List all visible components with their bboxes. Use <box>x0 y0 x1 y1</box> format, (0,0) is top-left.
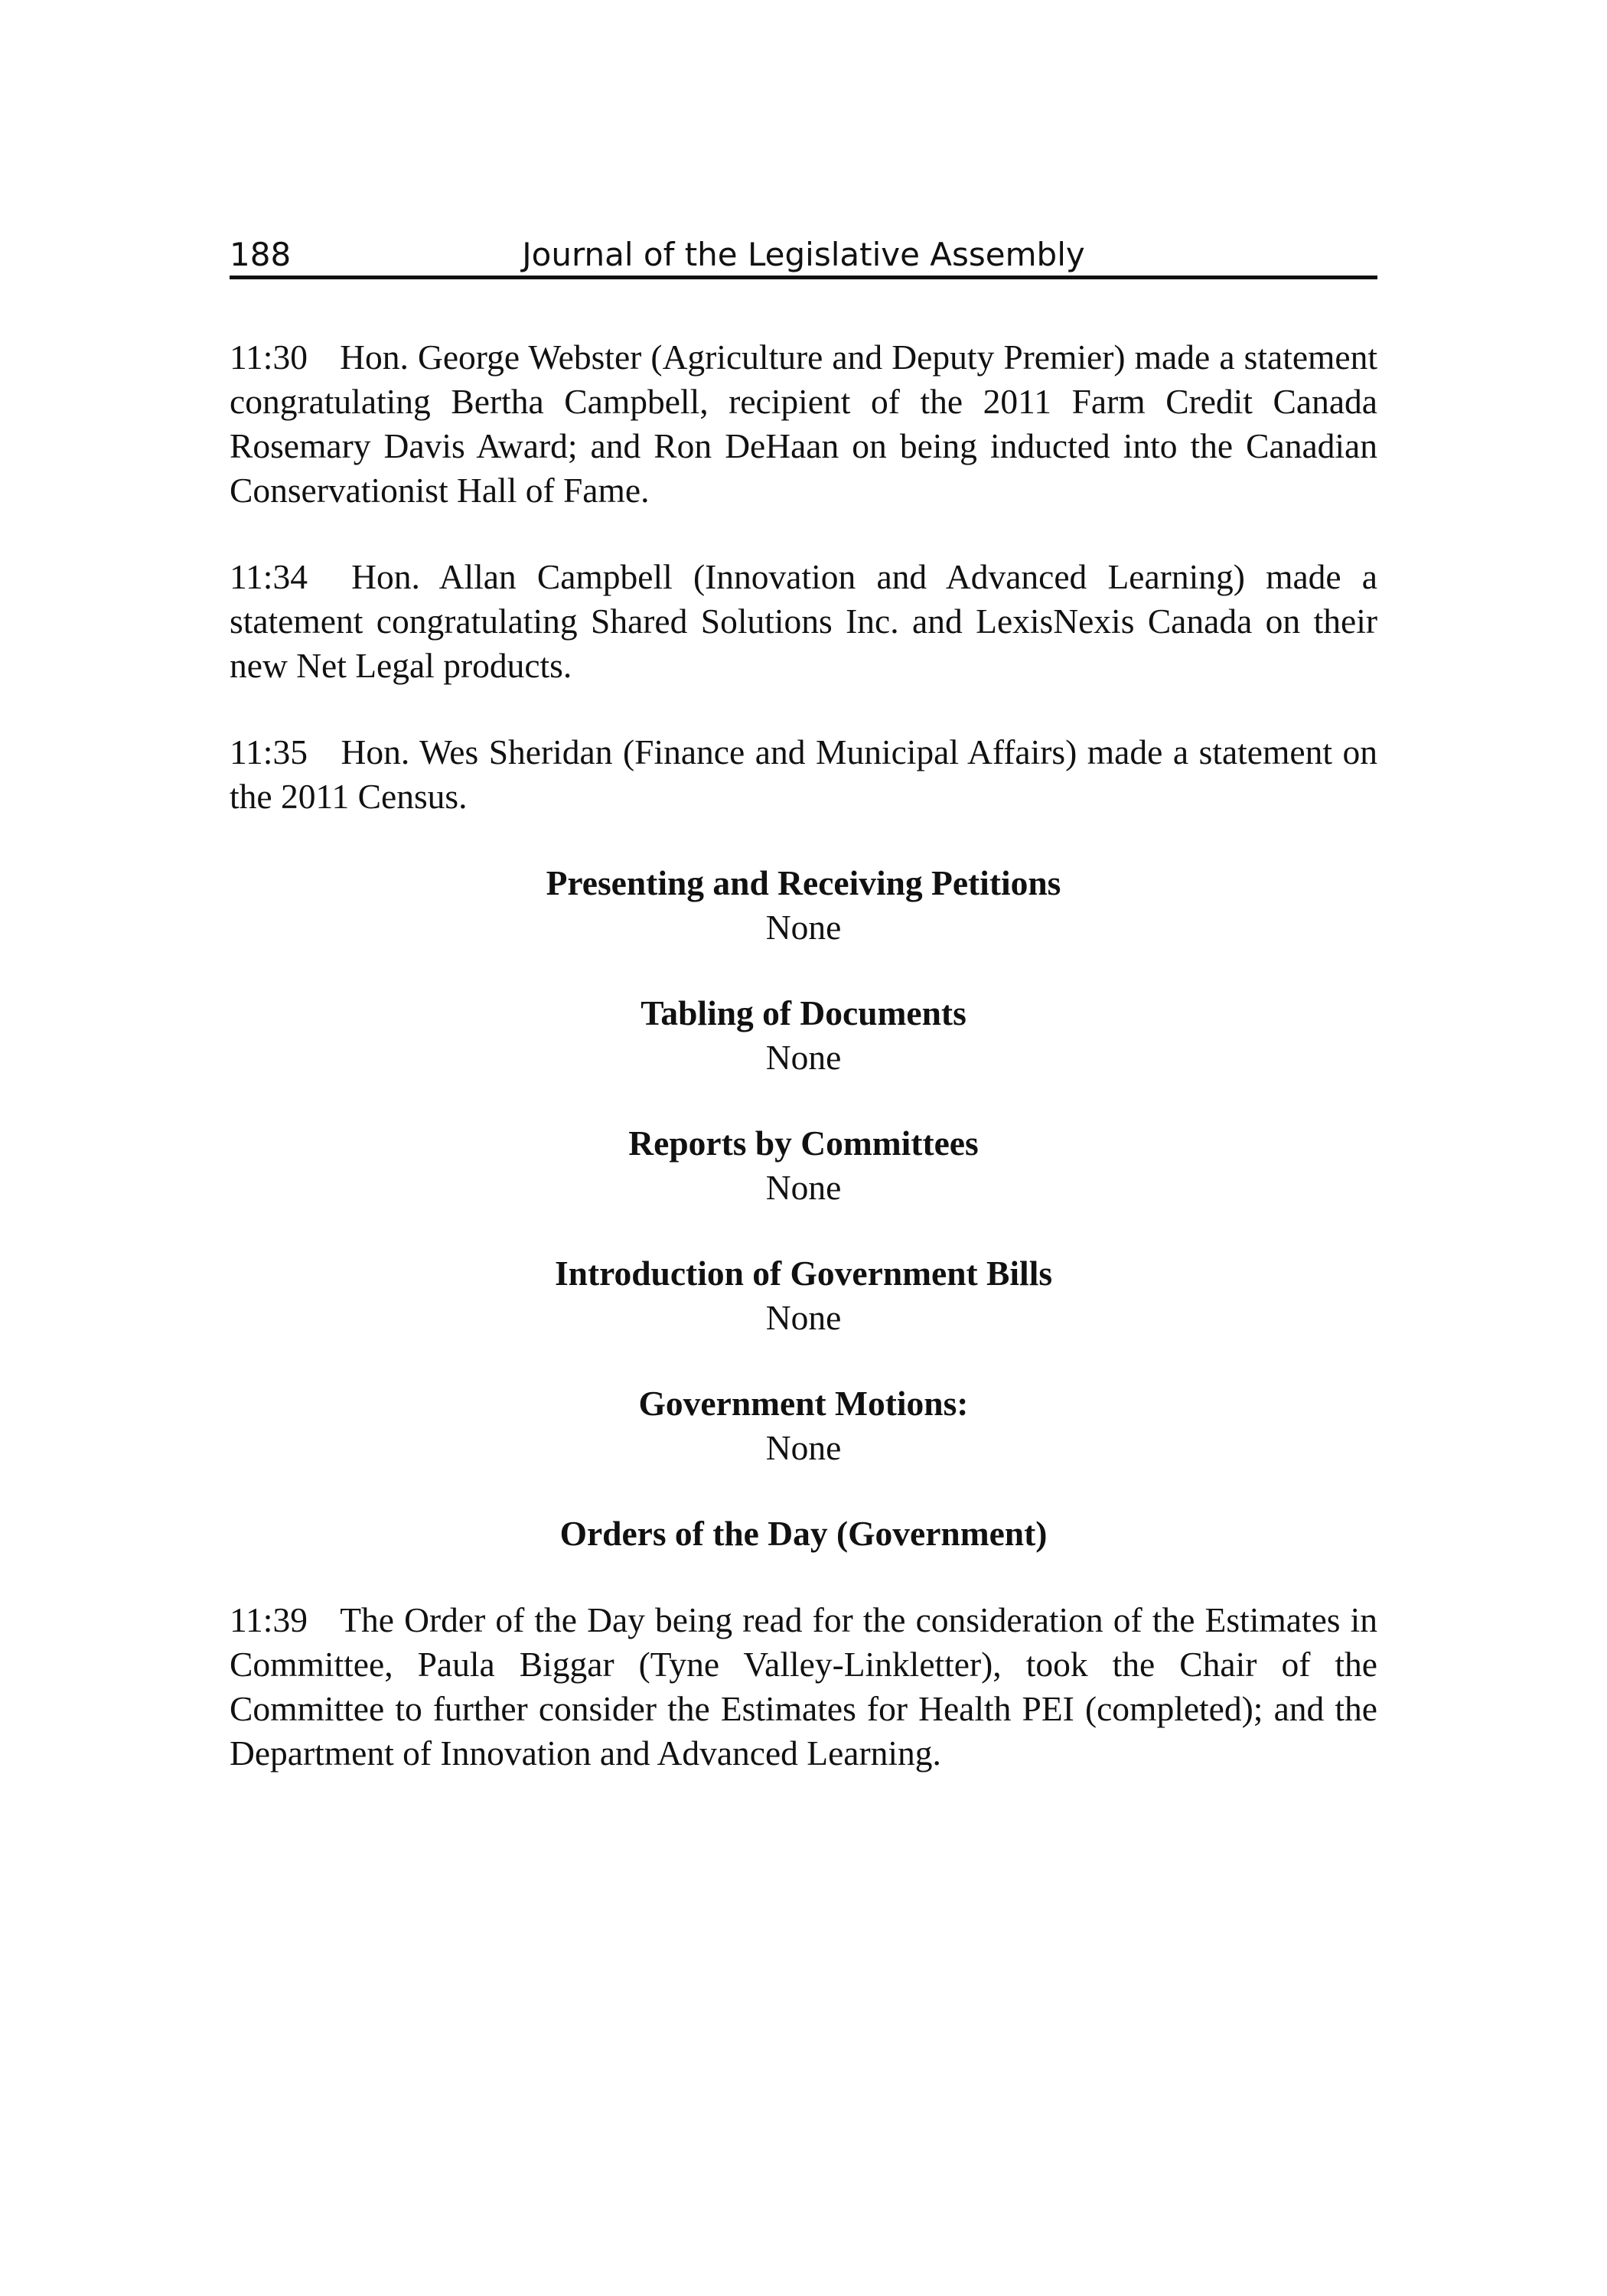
section-heading: Government Motions: <box>638 1384 969 1423</box>
section-reports-committees <box>230 1121 1377 1210</box>
section-body: None <box>765 1428 842 1467</box>
entry-time: 11:34 <box>230 557 308 596</box>
entry-text: Hon. George Webster (Agriculture and Deputy Premier) made a statement congratulating Bertha Campbell, recipient of the 2011 Farm Credit Canada Rosemary Davis Award; and Ron DeHaan on being inducted into the Canadian Conservationist Hall of Fame. <box>230 338 1378 510</box>
section-orders-of-the-day <box>230 1512 1377 1556</box>
journal-entry <box>230 555 1377 688</box>
entry-text: Hon. Allan Campbell (Innovation and Advanced Learning) made a statement congratulating Shared Solutions Inc. and LexisNexis Canada on their new Net Legal products. <box>230 557 1377 685</box>
section-heading: Reports by Committees <box>628 1124 979 1163</box>
section-heading: Introduction of Government Bills <box>554 1254 1053 1293</box>
section-petitions <box>230 861 1377 950</box>
section-heading: Presenting and Receiving Petitions <box>546 863 1061 902</box>
entry-time: 11:30 <box>230 338 308 377</box>
journal-entry <box>230 1598 1377 1776</box>
journal-entry <box>230 730 1377 819</box>
running-head: Journal of the Legislative Assembly <box>522 236 1085 273</box>
page-content <box>230 335 1377 1818</box>
section-body: None <box>765 1298 842 1337</box>
section-heading: Orders of the Day (Government) <box>559 1514 1048 1553</box>
entry-text: Hon. Wes Sheridan (Finance and Municipal Affairs) made a statement on the 2011 Census. <box>230 732 1378 816</box>
section-tabling-documents <box>230 991 1377 1080</box>
section-government-motions <box>230 1381 1377 1470</box>
section-body: None <box>765 1168 842 1207</box>
entry-time: 11:39 <box>230 1600 308 1639</box>
section-body: None <box>765 908 842 947</box>
journal-entry <box>230 335 1377 513</box>
entry-text: The Order of the Day being read for the consideration of the Estimates in Committee, Paula Biggar (Tyne Valley-Linkletter), took the Chair of the Committee to further consider the Estimates for Health PEI (completed); and the Department of Innovation and Advanced Learning. <box>230 1600 1377 1773</box>
page-header <box>230 228 1377 279</box>
section-body: None <box>765 1038 842 1077</box>
section-heading: Tabling of Documents <box>641 993 966 1032</box>
page-number: 188 <box>230 236 292 273</box>
section-government-bills <box>230 1251 1377 1340</box>
entry-time: 11:35 <box>230 732 308 771</box>
